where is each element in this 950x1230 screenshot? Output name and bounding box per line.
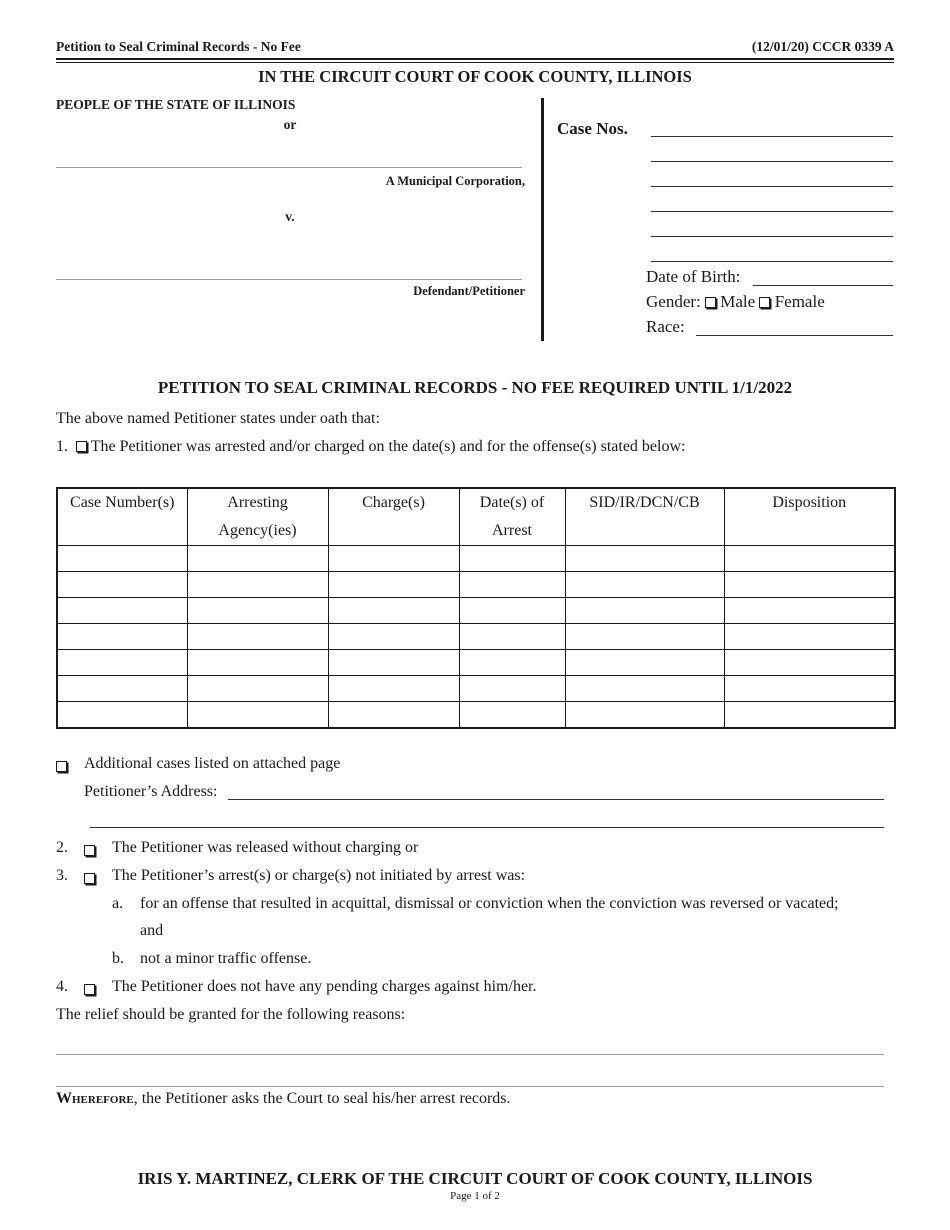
gender-label: Gender: (646, 292, 701, 311)
table-cell[interactable] (565, 598, 724, 624)
table-cell[interactable] (328, 546, 459, 572)
table-cell[interactable] (724, 572, 895, 598)
court-title: IN THE CIRCUIT COURT OF COOK COUNTY, ILLINOIS (258, 67, 692, 86)
item-3b-letter: b. (112, 950, 124, 967)
table-row (57, 546, 895, 572)
race-label: Race: (646, 317, 685, 336)
table-cell[interactable] (187, 572, 328, 598)
table-row (57, 702, 895, 729)
table-cell[interactable] (57, 546, 187, 572)
header-arresting-agency: Arresting Agency(ies) (187, 488, 328, 546)
male-checkbox[interactable] (705, 297, 716, 308)
table-cell[interactable] (328, 598, 459, 624)
people-label: PEOPLE OF THE STATE OF ILLINOIS (56, 97, 296, 112)
item-1-checkbox[interactable] (76, 441, 87, 452)
item-3a-and: and (140, 922, 164, 939)
wherefore-rest: , the Petitioner asks the Court to seal his/her arrest records. (133, 1090, 511, 1107)
case-number-line-6[interactable] (651, 261, 893, 262)
table-cell[interactable] (57, 624, 187, 650)
table-cell[interactable] (565, 676, 724, 702)
table-cell[interactable] (187, 624, 328, 650)
item-2-text: The Petitioner was released without charging or (112, 839, 419, 856)
intro-text: The above named Petitioner states under oath that: (56, 410, 380, 427)
table-row (57, 624, 895, 650)
item-1-number: 1. (56, 438, 68, 455)
item-2-number: 2. (56, 839, 68, 856)
table-header-row (57, 488, 895, 546)
table-cell[interactable] (57, 702, 187, 729)
table-cell[interactable] (459, 624, 565, 650)
additional-cases-row (56, 758, 67, 776)
table-cell[interactable] (724, 650, 895, 676)
female-label: Female (774, 292, 825, 311)
relief-text: The relief should be granted for the following reasons: (56, 1006, 406, 1023)
item-2-checkbox[interactable] (84, 845, 95, 856)
table-cell[interactable] (565, 650, 724, 676)
table-cell[interactable] (565, 624, 724, 650)
case-number-line-2[interactable] (651, 161, 893, 162)
table-cell[interactable] (724, 676, 895, 702)
case-number-line-5[interactable] (651, 236, 893, 237)
table-cell[interactable] (459, 546, 565, 572)
table-cell[interactable] (328, 572, 459, 598)
header-rule-bottom (56, 62, 894, 63)
item-1 (56, 438, 685, 456)
female-checkbox[interactable] (759, 297, 770, 308)
header-dates-of-arrest: Date(s) of Arrest (459, 488, 565, 546)
wherefore-text (56, 1090, 511, 1108)
table-cell[interactable] (459, 702, 565, 729)
case-number-line-3[interactable] (651, 186, 893, 187)
table-cell[interactable] (565, 702, 724, 729)
header-rule-top (56, 58, 894, 60)
caption-divider (541, 98, 544, 341)
table-cell[interactable] (459, 676, 565, 702)
table-cell[interactable] (328, 624, 459, 650)
table-row (57, 598, 895, 624)
additional-cases-label: Additional cases listed on attached page (84, 755, 341, 772)
table-cell[interactable] (187, 598, 328, 624)
table-cell[interactable] (187, 650, 328, 676)
item-3-number: 3. (56, 867, 68, 884)
petition-title: PETITION TO SEAL CRIMINAL RECORDS - NO FEE REQUIRED UNTIL 1/1/2022 (157, 378, 793, 397)
table-cell[interactable] (459, 572, 565, 598)
table-cell[interactable] (187, 546, 328, 572)
case-number-line-4[interactable] (651, 211, 893, 212)
table-cell[interactable] (565, 572, 724, 598)
table-cell[interactable] (328, 650, 459, 676)
item-3a-letter: a. (112, 895, 124, 912)
versus-label: v. (285, 209, 295, 224)
item-4-number: 4. (56, 978, 68, 995)
item-3-checkbox[interactable] (84, 873, 95, 884)
table-row (57, 650, 895, 676)
address-label: Petitioner’s Address: (84, 783, 218, 800)
page-number: Page 1 of 2 (450, 1190, 500, 1202)
item-3b-text: not a minor traffic offense. (140, 950, 312, 967)
table-cell[interactable] (565, 546, 724, 572)
or-label: or (283, 117, 297, 132)
municipal-corporation-label: A Municipal Corporation, (385, 174, 525, 188)
case-number-line-1[interactable] (651, 136, 893, 137)
table-cell[interactable] (57, 650, 187, 676)
municipality-name-line[interactable] (56, 167, 522, 168)
item-4-checkbox[interactable] (84, 984, 95, 995)
table-cell[interactable] (57, 676, 187, 702)
dob-field[interactable] (753, 285, 893, 286)
defendant-petitioner-label: Defendant/Petitioner (413, 284, 525, 298)
clerk-footer: IRIS Y. MARTINEZ, CLERK OF THE CIRCUIT COURT OF COOK COUNTY, ILLINOIS (137, 1169, 813, 1188)
table-cell[interactable] (459, 598, 565, 624)
table-cell[interactable] (328, 676, 459, 702)
item-4-text: The Petitioner does not have any pending charges against him/her. (112, 978, 537, 995)
table-cell[interactable] (57, 572, 187, 598)
records-table (56, 487, 896, 729)
header-charges: Charge(s) (328, 488, 459, 546)
table-cell[interactable] (724, 702, 895, 729)
header-sid-ir-dcn-cb: SID/IR/DCN/CB (565, 488, 724, 546)
address-field-line-1[interactable] (228, 799, 884, 800)
dob-label: Date of Birth: (646, 267, 741, 286)
table-cell[interactable] (724, 598, 895, 624)
item-3a-text: for an offense that resulted in acquittal, dismissal or conviction when the conviction was reversed or vacated; (140, 895, 839, 912)
additional-cases-checkbox[interactable] (56, 761, 67, 772)
table-cell[interactable] (57, 598, 187, 624)
table-cell[interactable] (459, 650, 565, 676)
table-cell[interactable] (187, 676, 328, 702)
reasons-line-1[interactable] (56, 1054, 884, 1055)
gender-row (646, 292, 825, 312)
wherefore-word: Wherefore (56, 1090, 134, 1107)
item-3-text: The Petitioner’s arrest(s) or charge(s) not initiated by arrest was: (112, 867, 526, 884)
header-disposition: Disposition (724, 488, 895, 546)
table-cell[interactable] (724, 546, 895, 572)
item-1-text: The Petitioner was arrested and/or charged on the date(s) and for the offense(s) stated below: (90, 438, 686, 455)
table-cell[interactable] (328, 702, 459, 729)
reasons-line-2[interactable] (56, 1086, 884, 1087)
defendant-name-line[interactable] (56, 279, 522, 280)
table-cell[interactable] (724, 624, 895, 650)
case-nos-label: Case Nos. (557, 119, 628, 138)
address-field-line-2[interactable] (90, 827, 884, 828)
form-title: Petition to Seal Criminal Records - No Fee (56, 39, 301, 54)
male-label: Male (720, 292, 756, 311)
table-cell[interactable] (187, 702, 328, 729)
table-row (57, 676, 895, 702)
table-row (57, 572, 895, 598)
form-code: (12/01/20) CCCR 0339 A (751, 39, 894, 54)
race-field[interactable] (696, 335, 893, 336)
header-case-numbers: Case Number(s) (57, 488, 187, 546)
